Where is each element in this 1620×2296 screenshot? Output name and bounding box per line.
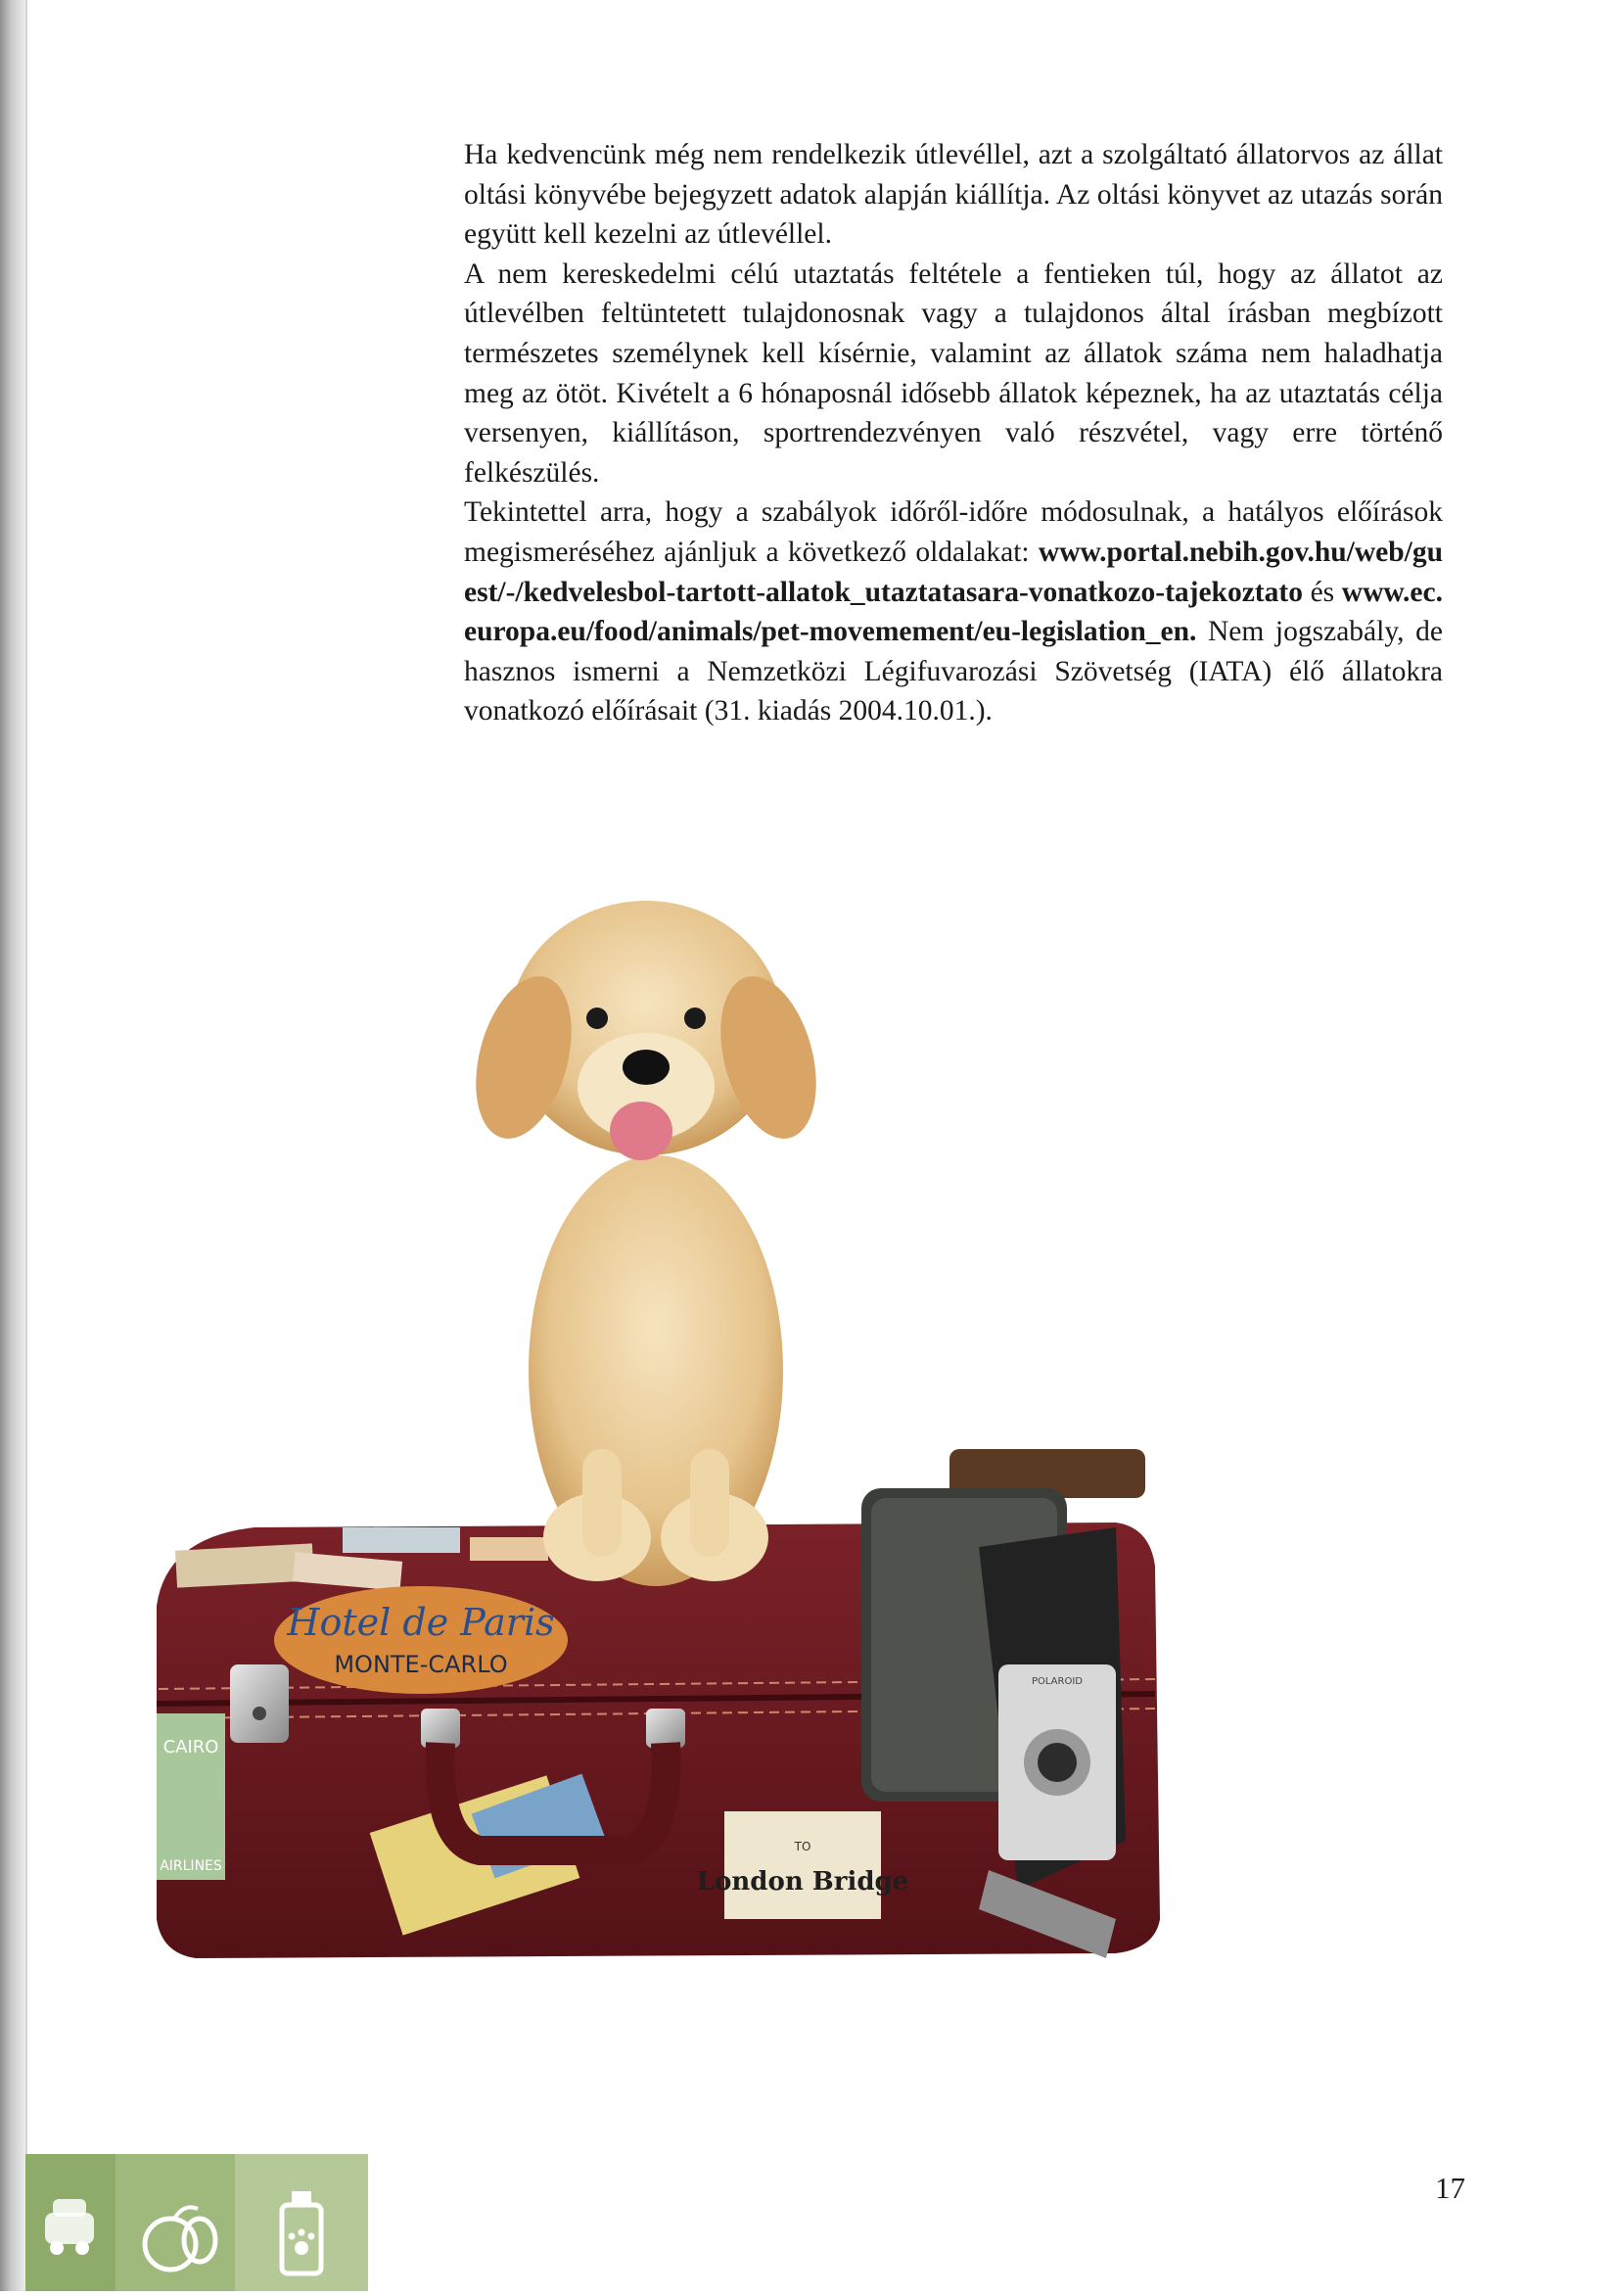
puppy bbox=[460, 901, 833, 1586]
sticker-airlines: AIRLINES bbox=[160, 1858, 222, 1874]
link-nebih[interactable]: www.portal.nebih.gov.hu/web/guest/-/kedvelesbol-tartott-allatok_utaztatasara-vonatkozo-tajekoztato bbox=[464, 536, 1443, 608]
fruit-icon bbox=[116, 2154, 245, 2291]
sticker-to: TO bbox=[794, 1840, 811, 1853]
sticker-cairo: CAIRO bbox=[162, 1737, 219, 1757]
paragraph-conditions: A nem kereskedelmi célú utaztatás feltétele a fentieken túl, hogy az állatot az útlevélben feltüntetett tulajdonosnak vagy a tulajdonos által írásban megbízott természetes személynek kell kísérnie, valamint az állatok száma nem haladhatja meg az ötöt. Kivételt a 6 hónaposnál idősebb állatok képeznek, ha az utaztatás célja versenyen, kiállításon, sportrendezvényen való részvétel, vagy erre történő felkészülés. bbox=[464, 258, 1443, 489]
car-icon bbox=[25, 2154, 114, 2272]
page-number: 17 bbox=[1435, 2171, 1465, 2205]
paragraph-regulations bbox=[464, 492, 1443, 731]
chapter-tabs bbox=[25, 2154, 368, 2291]
paragraph-passport: Ha kedvencünk még nem rendelkezik útlevéllel, azt a szolgáltató állatorvos az állat oltási könyvébe bejegyzett adatok alapján kiállítja. Az oltási könyvet az utazás során együtt kell kezelni az útlevéllel. bbox=[464, 139, 1443, 251]
regulations-outro: Nem jogszabály, de hasznos ismerni a Nemzetközi Légifuvarozási Szövetség (IATA) élő állatokra vonatkozó előírásait (31. kiadás 2004.10.01.). bbox=[464, 616, 1443, 727]
puppy-suitcase-camera-photo bbox=[137, 862, 1488, 2007]
link-ec-europa[interactable]: www.ec.europa.eu/food/animals/pet-movemement/eu-legislation_en. bbox=[464, 576, 1443, 648]
sticker-monte: MONTE-CARLO bbox=[334, 1651, 508, 1678]
conjunction: és bbox=[1302, 576, 1342, 608]
sticker-london: London Bridge bbox=[696, 1867, 909, 1897]
sticker-london-bg bbox=[724, 1811, 881, 1919]
binding-line bbox=[25, 0, 27, 2291]
tab-fruit[interactable] bbox=[116, 2154, 245, 2291]
regulations-intro: Tekintettel arra, hogy a szabályok időről-időre módosulnak, a hatályos előírások megismeréséhez ajánljuk a következő oldalakat: bbox=[464, 496, 1443, 568]
tab-pet-bottle[interactable] bbox=[235, 2154, 368, 2291]
body-text bbox=[464, 135, 1443, 731]
pet-bottle-icon bbox=[235, 2154, 368, 2291]
camera-brand: POLAROID bbox=[1031, 1676, 1084, 1687]
binding-gutter bbox=[0, 0, 25, 2291]
sticker-hotel: Hotel de Paris bbox=[287, 1601, 555, 1644]
